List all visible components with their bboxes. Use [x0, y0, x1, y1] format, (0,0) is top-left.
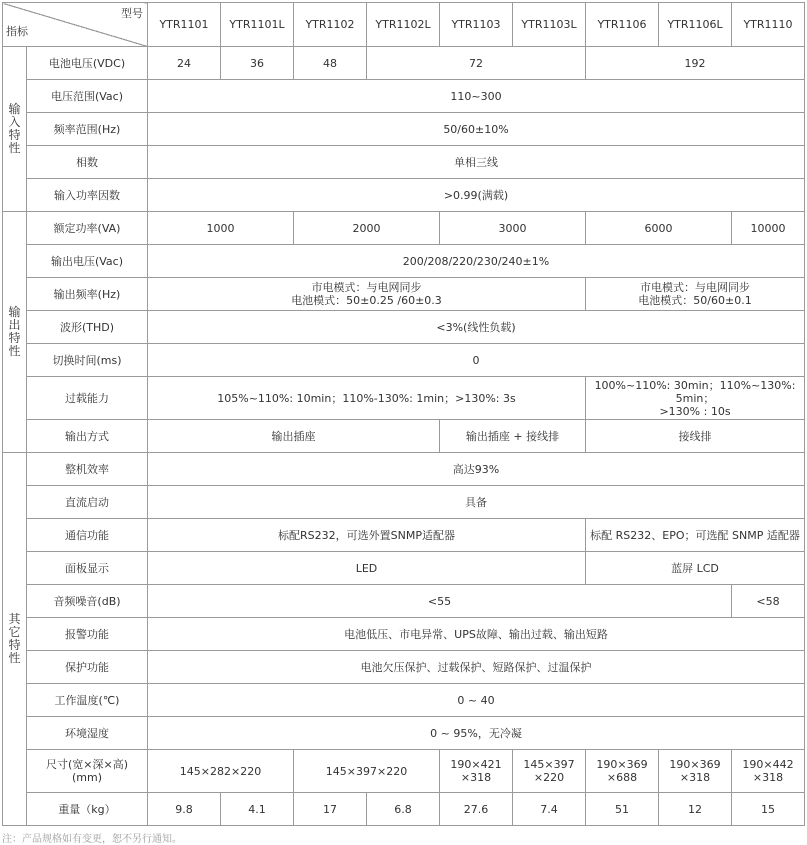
- value-cell: 0 ~ 40: [148, 684, 805, 717]
- row-label: 输出电压(Vac): [27, 245, 148, 278]
- value-line: 190×442: [742, 758, 794, 771]
- value-line: >130% : 10s: [659, 404, 731, 418]
- model-header-label: 型号: [121, 7, 143, 20]
- table-row: [3, 245, 805, 278]
- value-cell: 输出插座: [148, 420, 440, 453]
- spec-table: [2, 2, 805, 826]
- value-cell: [732, 750, 805, 793]
- row-label: 直流启动: [27, 486, 148, 519]
- value-line: 145×397: [523, 758, 575, 771]
- row-label: 输出方式: [27, 420, 148, 453]
- value-cell: 27.6: [440, 793, 513, 826]
- row-label: 面板显示: [27, 552, 148, 585]
- value-cell: LED: [148, 552, 586, 585]
- row-label: 频率范围(Hz): [27, 113, 148, 146]
- value-cell: 200/208/220/230/240±1%: [148, 245, 805, 278]
- table-row: [3, 344, 805, 377]
- value-cell: [586, 377, 805, 420]
- value-cell: >0.99(满载): [148, 179, 805, 212]
- value-cell: [586, 278, 805, 311]
- table-row: [3, 519, 805, 552]
- value-cell: 单相三线: [148, 146, 805, 179]
- spec-header-label: 指标: [6, 25, 28, 38]
- table-row: [3, 179, 805, 212]
- row-label: [27, 750, 148, 793]
- table-row: [3, 453, 805, 486]
- table-row: [3, 684, 805, 717]
- value-cell: 15: [732, 793, 805, 826]
- header-row: [3, 3, 805, 47]
- value-cell: 105%~110%: 10min；110%-130%: 1min；>130%: 3s: [148, 377, 586, 420]
- value-cell: 6000: [586, 212, 732, 245]
- value-cell: 145×397×220: [294, 750, 440, 793]
- model-header-cell: YTR1101L: [221, 3, 294, 47]
- footnote: 注：产品规格如有变更，恕不另行通知。: [2, 834, 182, 845]
- table-row: [3, 793, 805, 826]
- value-cell: 0: [148, 344, 805, 377]
- table-row: [3, 717, 805, 750]
- value-cell: 51: [586, 793, 659, 826]
- value-line: 电池模式：50/60±0.1: [638, 294, 752, 307]
- value-cell: 9.8: [148, 793, 221, 826]
- model-header-cell: YTR1102L: [367, 3, 440, 47]
- row-label: 报警功能: [27, 618, 148, 651]
- model-header-cell: YTR1102: [294, 3, 367, 47]
- value-cell: 192: [586, 47, 805, 80]
- value-line: ×318: [679, 771, 711, 784]
- value-cell: 12: [659, 793, 732, 826]
- value-cell: 110~300: [148, 80, 805, 113]
- value-cell: 高达93%: [148, 453, 805, 486]
- value-line: 5min；: [675, 391, 715, 405]
- table-row: [3, 618, 805, 651]
- row-label: 电池电压(VDC): [27, 47, 148, 80]
- value-line: ×220: [533, 771, 565, 784]
- value-cell: 1000: [148, 212, 294, 245]
- value-cell: 50/60±10%: [148, 113, 805, 146]
- value-line: ×688: [606, 771, 638, 784]
- row-label: 重量（kg）: [27, 793, 148, 826]
- table-row: [3, 585, 805, 618]
- table-row: [3, 278, 805, 311]
- value-line: 市电模式：与电网同步: [640, 281, 750, 294]
- value-cell: 3000: [440, 212, 586, 245]
- model-header-cell: YTR1103: [440, 3, 513, 47]
- row-label: 环境湿度: [27, 717, 148, 750]
- row-label: 整机效率: [27, 453, 148, 486]
- row-label: 工作温度(℃): [27, 684, 148, 717]
- value-cell: <3%(线性负载): [148, 311, 805, 344]
- value-cell: 2000: [294, 212, 440, 245]
- value-cell: 72: [367, 47, 586, 80]
- value-line: 190×369: [596, 758, 648, 771]
- row-label: 音频噪音(dB): [27, 585, 148, 618]
- value-line: ×318: [752, 771, 784, 784]
- group-label-other: 其它特性: [3, 453, 27, 826]
- row-label: 过载能力: [27, 377, 148, 420]
- value-cell: 0 ~ 95%，无冷凝: [148, 717, 805, 750]
- value-cell: <58: [732, 585, 805, 618]
- label-line: (mm): [71, 771, 102, 784]
- value-cell: 4.1: [221, 793, 294, 826]
- value-line: 市电模式：与电网同步: [311, 281, 422, 294]
- group-label-input: 输入特性: [3, 47, 27, 212]
- row-label: 输入功率因数: [27, 179, 148, 212]
- value-cell: 电池欠压保护、过载保护、短路保护、过温保护: [148, 651, 805, 684]
- value-cell: [659, 750, 732, 793]
- value-cell: [586, 750, 659, 793]
- value-line: 190×421: [450, 758, 502, 771]
- table-row: [3, 420, 805, 453]
- model-header-cell: YTR1106: [586, 3, 659, 47]
- corner-header-cell: [3, 3, 148, 47]
- row-label: 额定功率(VA): [27, 212, 148, 245]
- table-row: [3, 552, 805, 585]
- value-cell: 48: [294, 47, 367, 80]
- value-line: 190×369: [669, 758, 721, 771]
- value-cell: 10000: [732, 212, 805, 245]
- table-row: [3, 146, 805, 179]
- value-cell: 蓝屏 LCD: [586, 552, 805, 585]
- value-cell: 24: [148, 47, 221, 80]
- table-row: [3, 486, 805, 519]
- value-line: 电池模式：50±0.25 /60±0.3: [291, 294, 442, 307]
- value-cell: 具备: [148, 486, 805, 519]
- table-row: [3, 113, 805, 146]
- row-label: 输出频率(Hz): [27, 278, 148, 311]
- row-label: 保护功能: [27, 651, 148, 684]
- table-row: [3, 311, 805, 344]
- value-cell: 6.8: [367, 793, 440, 826]
- value-cell: 输出插座 + 接线排: [440, 420, 586, 453]
- value-cell: <55: [148, 585, 732, 618]
- value-cell: [440, 750, 513, 793]
- row-label: 通信功能: [27, 519, 148, 552]
- value-cell: 标配RS232，可选外置SNMP适配器: [148, 519, 586, 552]
- table-row: [3, 80, 805, 113]
- value-cell: 接线排: [586, 420, 805, 453]
- value-cell: 36: [221, 47, 294, 80]
- label-line: 尺寸(宽×深×高): [45, 758, 129, 771]
- model-header-cell: YTR1101: [148, 3, 221, 47]
- value-cell: 电池低压、市电异常、UPS故障、输出过载、输出短路: [148, 618, 805, 651]
- row-label: 波形(THD): [27, 311, 148, 344]
- row-label: 切换时间(ms): [27, 344, 148, 377]
- value-cell: 145×282×220: [148, 750, 294, 793]
- value-line: 100%~110%: 30min；110%~130%:: [594, 378, 796, 392]
- row-label: 相数: [27, 146, 148, 179]
- value-cell: 17: [294, 793, 367, 826]
- table-row: [3, 750, 805, 793]
- table-row: [3, 377, 805, 420]
- model-header-cell: YTR1106L: [659, 3, 732, 47]
- value-line: ×318: [460, 771, 492, 784]
- value-cell: [513, 750, 586, 793]
- value-cell: 标配 RS232、EPO；可选配 SNMP 适配器: [586, 519, 805, 552]
- table-row: [3, 651, 805, 684]
- value-cell: 7.4: [513, 793, 586, 826]
- table-row: [3, 212, 805, 245]
- model-header-cell: YTR1110: [732, 3, 805, 47]
- row-label: 电压范围(Vac): [27, 80, 148, 113]
- group-label-output: 输出特性: [3, 212, 27, 453]
- table-row: [3, 47, 805, 80]
- model-header-cell: YTR1103L: [513, 3, 586, 47]
- value-cell: [148, 278, 586, 311]
